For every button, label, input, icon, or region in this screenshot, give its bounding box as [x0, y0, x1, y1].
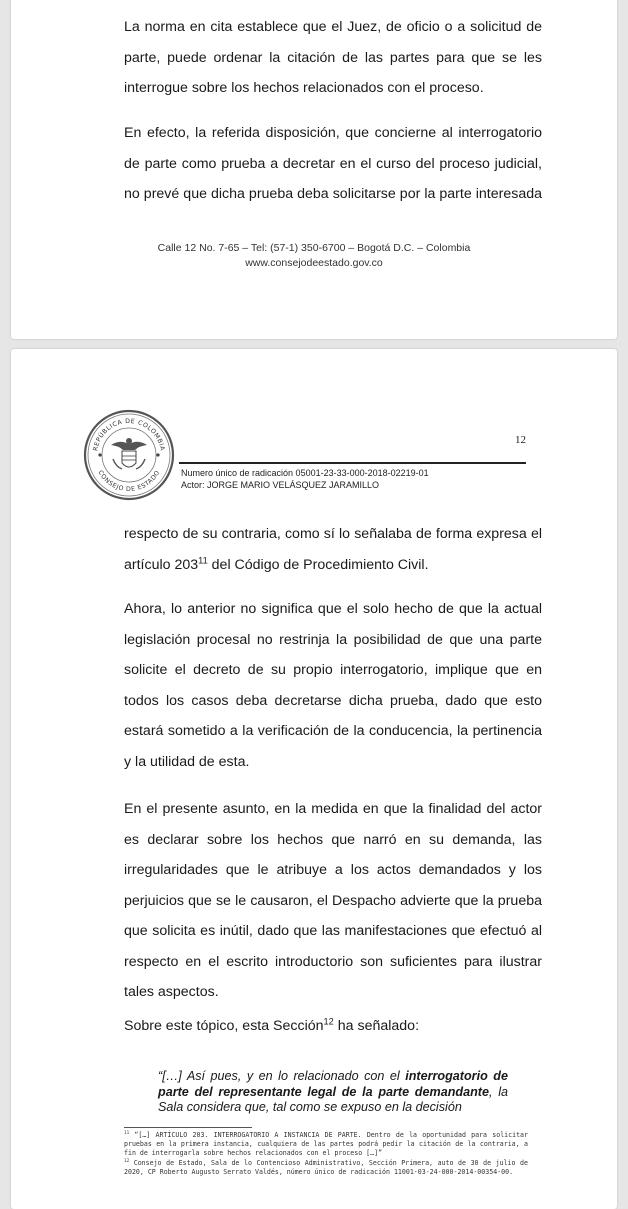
- footnote-ref-12: 12: [323, 1016, 334, 1027]
- document-page-2: [11, 349, 617, 1209]
- footnote-12: $^{12}$ Consejo de Estado, Sala de lo Contencioso Administrativo, Sección Primera, auto de 30 de julio de 2020, CP Roberto Augusto Serrato Valdés, número único de radicación 11001-03-24-000-2014-00354-00.: [124, 1158, 528, 1177]
- paragraph-en-efecto: En efecto, la referida disposición, que concierne al interrogatorio de parte como prueba a decretar en el curso del proceso judicial, no prevé que dicha prueba deba solicitarse por la parte interesada: [124, 125, 542, 202]
- case-number: Numero único de radicación 05001-23-33-000-2018-02219-01: [181, 468, 429, 478]
- svg-text:REPÚBLICA DE COLOMBIA: REPÚBLICA DE COLOMBIA: [92, 417, 166, 452]
- footer-website: www.consejodeestado.gov.co: [245, 257, 383, 269]
- page-number: 12: [515, 434, 526, 446]
- footer-address: Calle 12 No. 7-65 – Tel: (57-1) 350-6700 – Bogotá D.C. – Colombia: [157, 242, 471, 254]
- footnote-separator: [124, 1127, 252, 1128]
- footnote-ref-11: 11: [198, 554, 208, 565]
- footnote-11: $^{11}$ “[…] ARTÍCULO 203. INTERROGATORIO A INSTANCIA DE PARTE. Dentro de la oportunidad para solicitar pruebas en la primera instancia, cualquiera de las partes podrá pedir la citación de la contraria, a fin de interrogarla sobre hechos relacionados con el proceso […]”: [124, 1130, 528, 1158]
- consejo-de-estado-seal-icon: [83, 409, 175, 501]
- case-header: [181, 468, 429, 491]
- header-rule: [179, 462, 526, 464]
- paragraph-respecto: respecto de su contraria, como sí lo señalaba de forma expresa el artículo $203^{11}$ del Código de Procedimiento Civil.: [124, 526, 542, 573]
- paragraph-topico: Sobre este tópico, esta Sección$^{12}$ ha señalado:: [124, 1016, 420, 1034]
- block-quote: “[…] Así pues, y en lo relacionado con el interrogatorio de parte del representante legal de la parte demandante, la Sala considera que, tal como se expuso en la decisión: [158, 1069, 508, 1114]
- case-actor: Actor: JORGE MARIO VELÁSQUEZ JARAMILLO: [181, 479, 380, 490]
- paragraph-ahora: Ahora, lo anterior no significa que el solo hecho de que la actual legislación procesal no restrinja la posibilidad de que una parte solicite el decreto de su propio interrogatorio, implique que en todos los casos deba decretarse dicha prueba, dado que esto estará sometido a la verificación de la conducencia, la pertinencia y la utilidad de esta.: [124, 601, 542, 770]
- document-page-1: [11, 0, 617, 339]
- paragraph-norma: La norma en cita establece que el Juez, de oficio o a solicitud de parte, puede ordenar la citación de las partes para que se les interrogue sobre los hechos relacionados con el proceso.: [124, 19, 542, 96]
- svg-text:CONSEJO DE ESTADO: CONSEJO DE ESTADO: [96, 469, 162, 494]
- paragraph-presente-asunto: En el presente asunto, en la medida en que la finalidad del actor es declarar sobre los hechos que narró en su demanda, las irregularidades que le atribuye a los actos demandados y los perjuicios que se le causaron, el Despacho advierte que la prueba que solicita es inútil, dado que las manifestaciones que efectuó al respecto en el escrito introductorio son suficientes para ilustrar tales aspectos.: [124, 801, 542, 1000]
